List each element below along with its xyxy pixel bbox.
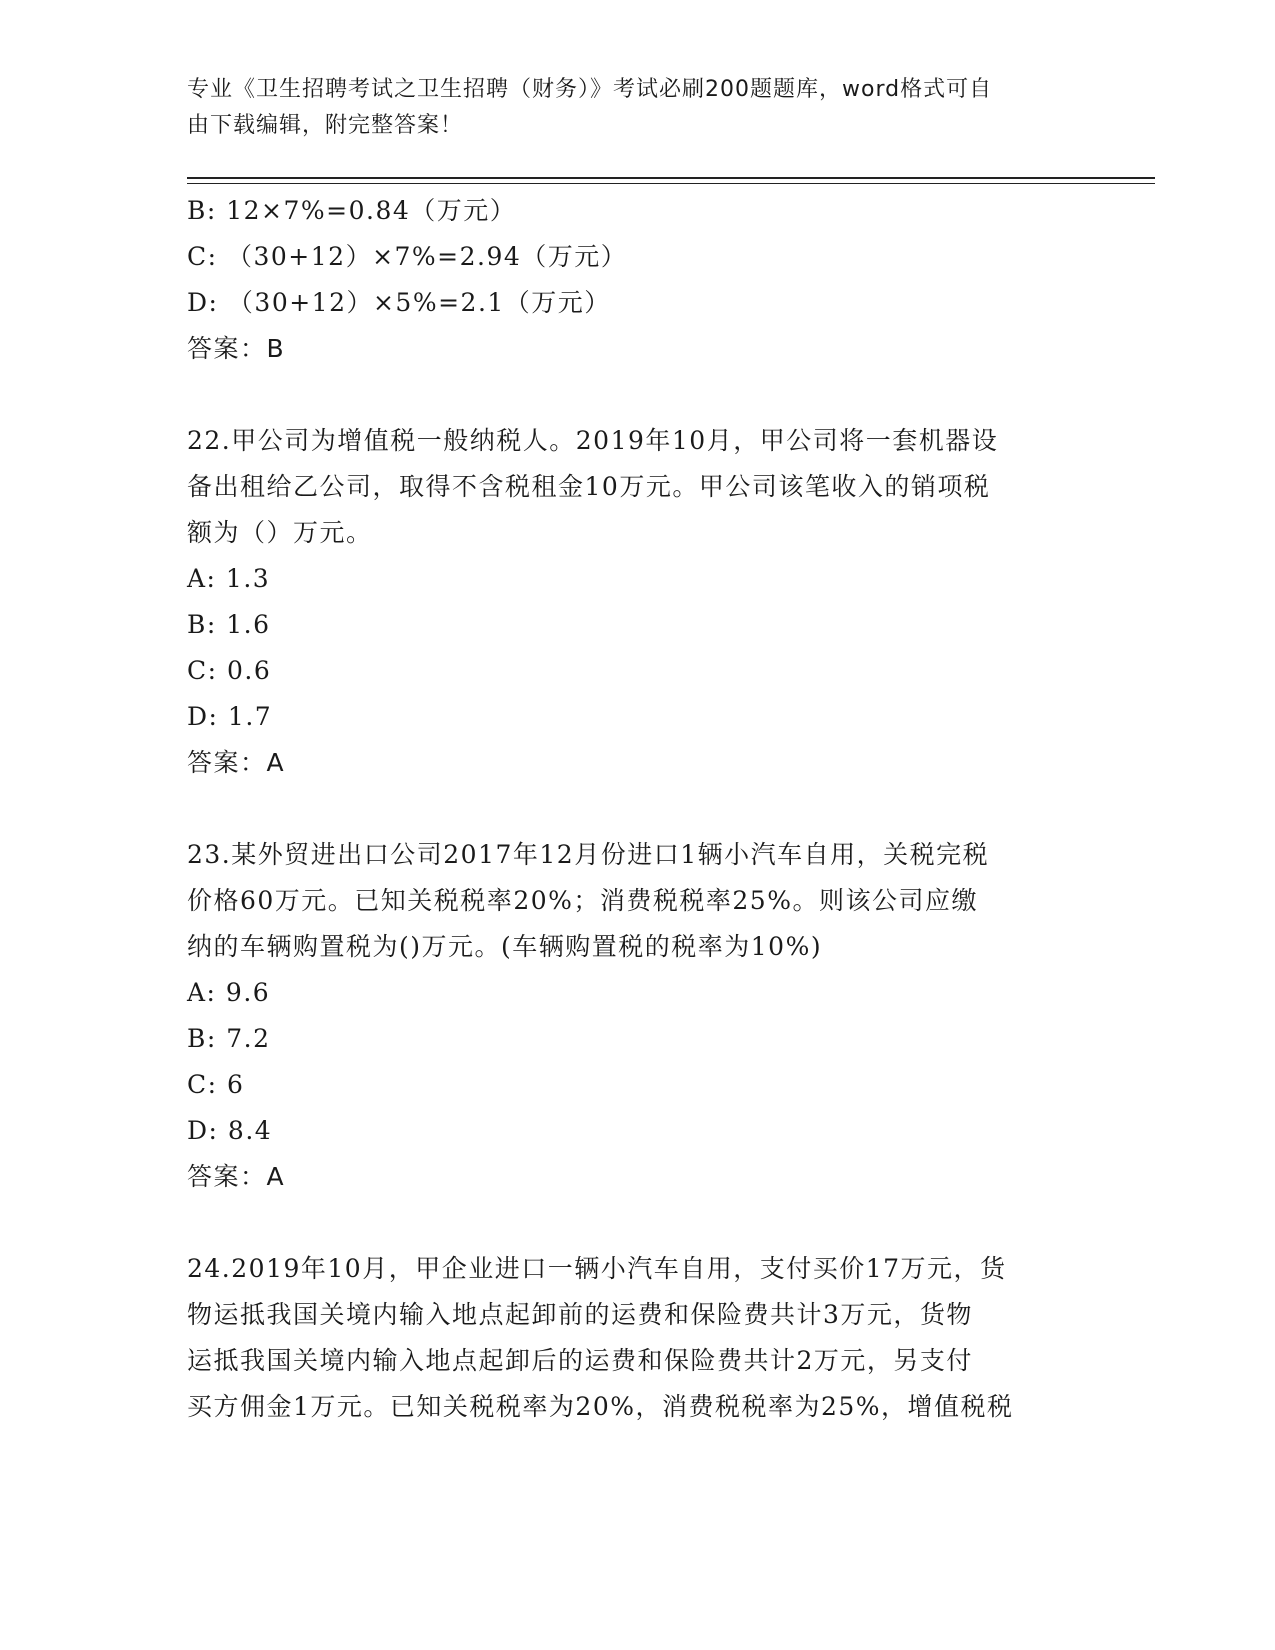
document-header bbox=[187, 72, 1067, 144]
option-c: C: 0.6 bbox=[187, 656, 272, 685]
header-divider-thick bbox=[187, 177, 1155, 179]
question-text-line: 22.甲公司为增值税一般纳税人。2019年10月，甲公司将一套机器设 bbox=[187, 426, 999, 455]
option-b: B: 1.6 bbox=[187, 610, 271, 639]
header-divider-thin bbox=[187, 183, 1155, 184]
option-a: A: 9.6 bbox=[187, 978, 271, 1007]
header-line-2: 由下载编辑，附完整答案！ bbox=[187, 113, 464, 138]
question-24 bbox=[187, 1246, 1087, 1430]
answer: 答案：A bbox=[187, 748, 286, 777]
option-d: D: 8.4 bbox=[187, 1116, 273, 1145]
question-text-line: 买方佣金1万元。已知关税税率为20%，消费税税率为25%，增值税税 bbox=[187, 1392, 1014, 1421]
question-22 bbox=[187, 418, 1087, 786]
option-d: D: （30+12）×5%=2.1（万元） bbox=[187, 288, 611, 317]
option-c: C: （30+12）×7%=2.94（万元） bbox=[187, 242, 628, 271]
option-d: D: 1.7 bbox=[187, 702, 273, 731]
question-23 bbox=[187, 832, 1087, 1200]
question-text-line: 24.2019年10月，甲企业进口一辆小汽车自用，支付买价17万元，货 bbox=[187, 1254, 1007, 1283]
question-text-line: 纳的车辆购置税为()万元。(车辆购置税的税率为10%) bbox=[187, 932, 823, 961]
option-a: A: 1.3 bbox=[187, 564, 271, 593]
question-21-tail bbox=[187, 188, 1087, 372]
question-text-line: 23.某外贸进出口公司2017年12月份进口1辆小汽车自用，关税完税 bbox=[187, 840, 990, 869]
option-b: B: 7.2 bbox=[187, 1024, 271, 1053]
question-text-line: 价格60万元。已知关税税率20%；消费税税率25%。则该公司应缴 bbox=[187, 886, 978, 915]
question-text-line: 运抵我国关境内输入地点起卸后的运费和保险费共计2万元，另支付 bbox=[187, 1346, 973, 1375]
question-text-line: 备出租给乙公司，取得不含税租金10万元。甲公司该笔收入的销项税 bbox=[187, 472, 991, 501]
document-body bbox=[187, 188, 1087, 1430]
question-text-line: 额为（）万元。 bbox=[187, 518, 373, 547]
header-line-1: 专业《卫生招聘考试之卫生招聘（财务）》考试必刷200题题库，word格式可自 bbox=[187, 77, 993, 102]
question-text-line: 物运抵我国关境内输入地点起卸前的运费和保险费共计3万元，货物 bbox=[187, 1300, 973, 1329]
answer: 答案：B bbox=[187, 334, 286, 363]
option-b: B: 12×7%=0.84（万元） bbox=[187, 196, 517, 225]
option-c: C: 6 bbox=[187, 1070, 245, 1099]
answer: 答案：A bbox=[187, 1162, 286, 1191]
